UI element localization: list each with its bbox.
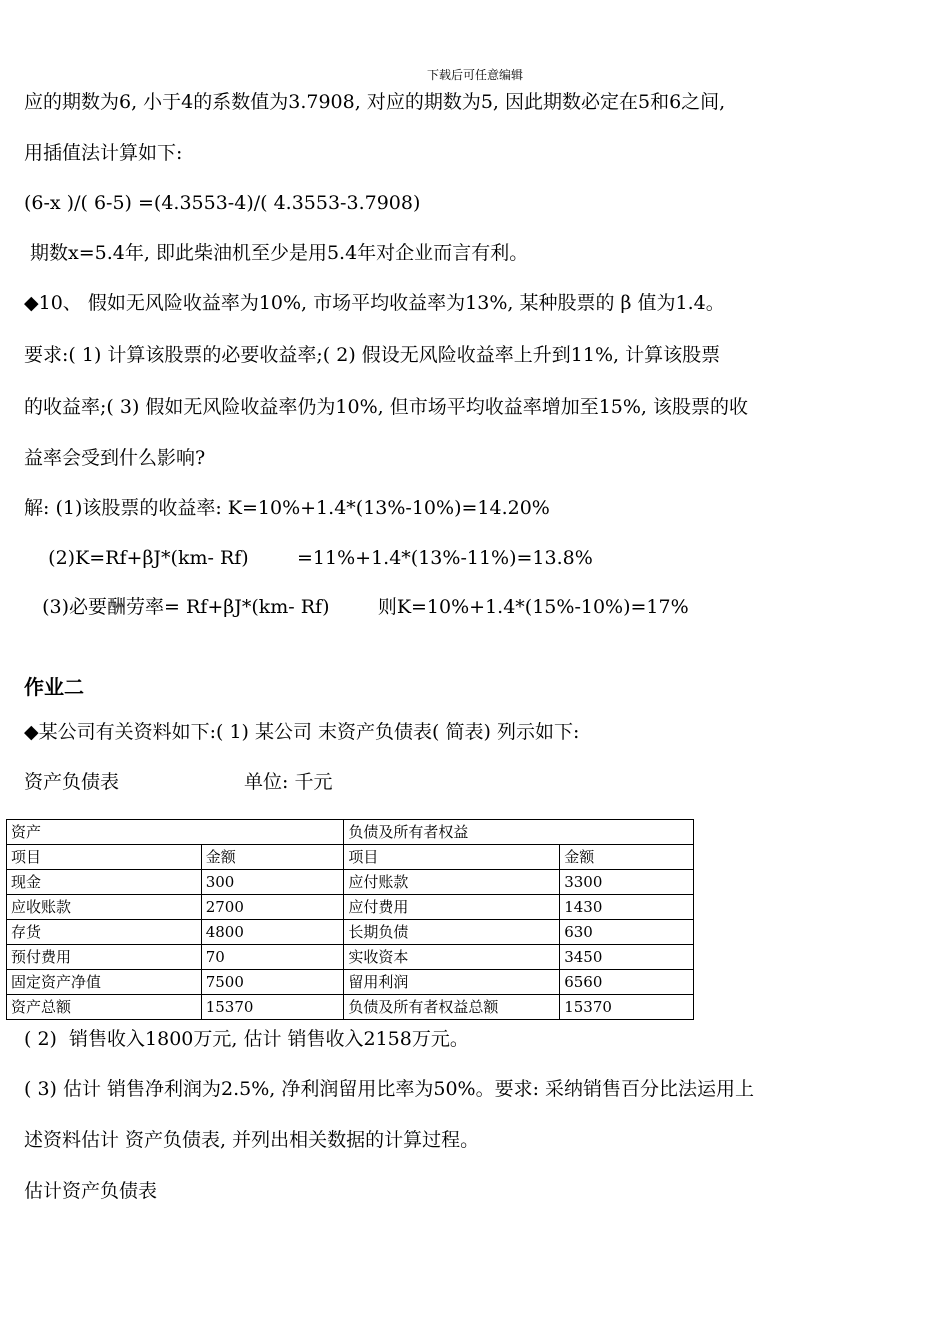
question-line: 益率会受到什么影响? — [24, 447, 206, 469]
solution-line: (2)K=Rf+βJ*(km- Rf) =11%+1.4*(13%-11%)=13.8% — [24, 547, 593, 569]
table-cell: 300 — [201, 870, 344, 895]
table-row — [7, 945, 694, 970]
table-row — [7, 970, 694, 995]
table-row — [7, 895, 694, 920]
formula-line: (6-x )/( 6-5) =(4.3553-4)/( 4.3553-3.7908) — [24, 192, 421, 214]
paragraph-line: 应的期数为6, 小于4的系数值为3.7908, 对应的期数为5, 因此期数必定在5和6之间, — [24, 91, 726, 113]
table-cell: 应收账款 — [7, 895, 202, 920]
table-cell: 630 — [560, 920, 694, 945]
paragraph-line: ( 2) 销售收入1800万元, 估计 销售收入2158万元。 — [24, 1028, 469, 1050]
table-cell: 6560 — [560, 970, 694, 995]
question-line: 要求:( 1) 计算该股票的必要收益率;( 2) 假设无风险收益率上升到11%, 计算该股票 — [24, 344, 721, 366]
intro-line: ◆某公司有关资料如下:( 1) 某公司 末资产负债表( 简表) 列示如下: — [24, 721, 580, 743]
question-line: ◆10、 假如无风险收益率为10%, 市场平均收益率为13%, 某种股票的 β 值为1.4。 — [24, 292, 725, 314]
table-cell: 存货 — [7, 920, 202, 945]
table-unit: 单位: 千元 — [244, 771, 333, 793]
table-cell: 预付费用 — [7, 945, 202, 970]
table-cell: 应付费用 — [344, 895, 560, 920]
table-cell: 负债及所有者权益总额 — [344, 995, 560, 1020]
table-cell: 15370 — [560, 995, 694, 1020]
group-header-row — [7, 820, 694, 845]
column-header: 金额 — [201, 845, 344, 870]
paragraph-line: 用插值法计算如下: — [24, 142, 183, 164]
solution-line: (3)必要酬劳率= Rf+βJ*(km- Rf) 则K=10%+1.4*(15%-10%)=17% — [24, 596, 689, 618]
paragraph-line: ( 3) 估计 销售净利润为2.5%, 净利润留用比率为50%。要求: 采纳销售百分比法运用上 — [24, 1078, 755, 1100]
section-title: 作业二 — [24, 675, 84, 699]
table-cell: 4800 — [201, 920, 344, 945]
table-cell: 7500 — [201, 970, 344, 995]
column-header: 项目 — [344, 845, 560, 870]
column-header: 项目 — [7, 845, 202, 870]
table-total-row — [7, 995, 694, 1020]
table-cell: 2700 — [201, 895, 344, 920]
table-cell: 留用利润 — [344, 970, 560, 995]
balance-sheet-table — [6, 819, 694, 1020]
table-cell: 应付账款 — [344, 870, 560, 895]
table-row — [7, 920, 694, 945]
group-header-liabilities: 负债及所有者权益 — [344, 820, 694, 845]
table-cell: 固定资产净值 — [7, 970, 202, 995]
solution-line: 解: (1)该股票的收益率: K=10%+1.4*(13%-10%)=14.20% — [24, 497, 550, 519]
table-title: 资产负债表 — [24, 771, 120, 793]
column-header-row — [7, 845, 694, 870]
table-cell: 15370 — [201, 995, 344, 1020]
table-cell: 3450 — [560, 945, 694, 970]
paragraph-line: 估计资产负债表 — [24, 1180, 158, 1202]
column-header: 金额 — [560, 845, 694, 870]
table-cell: 资产总额 — [7, 995, 202, 1020]
table-cell: 长期负债 — [344, 920, 560, 945]
paragraph-line: 期数x=5.4年, 即此柴油机至少是用5.4年对企业而言有利。 — [24, 242, 529, 264]
table-cell: 1430 — [560, 895, 694, 920]
table-cell: 70 — [201, 945, 344, 970]
question-line: 的收益率;( 3) 假如无风险收益率仍为10%, 但市场平均收益率增加至15%, 该股票的收 — [24, 396, 749, 418]
table-row — [7, 870, 694, 895]
table-cell: 实收资本 — [344, 945, 560, 970]
paragraph-line: 述资料估计 资产负债表, 并列出相关数据的计算过程。 — [24, 1129, 480, 1151]
table-cell: 现金 — [7, 870, 202, 895]
group-header-assets: 资产 — [7, 820, 344, 845]
table-cell: 3300 — [560, 870, 694, 895]
page-header: 下载后可任意编辑 — [426, 68, 523, 82]
